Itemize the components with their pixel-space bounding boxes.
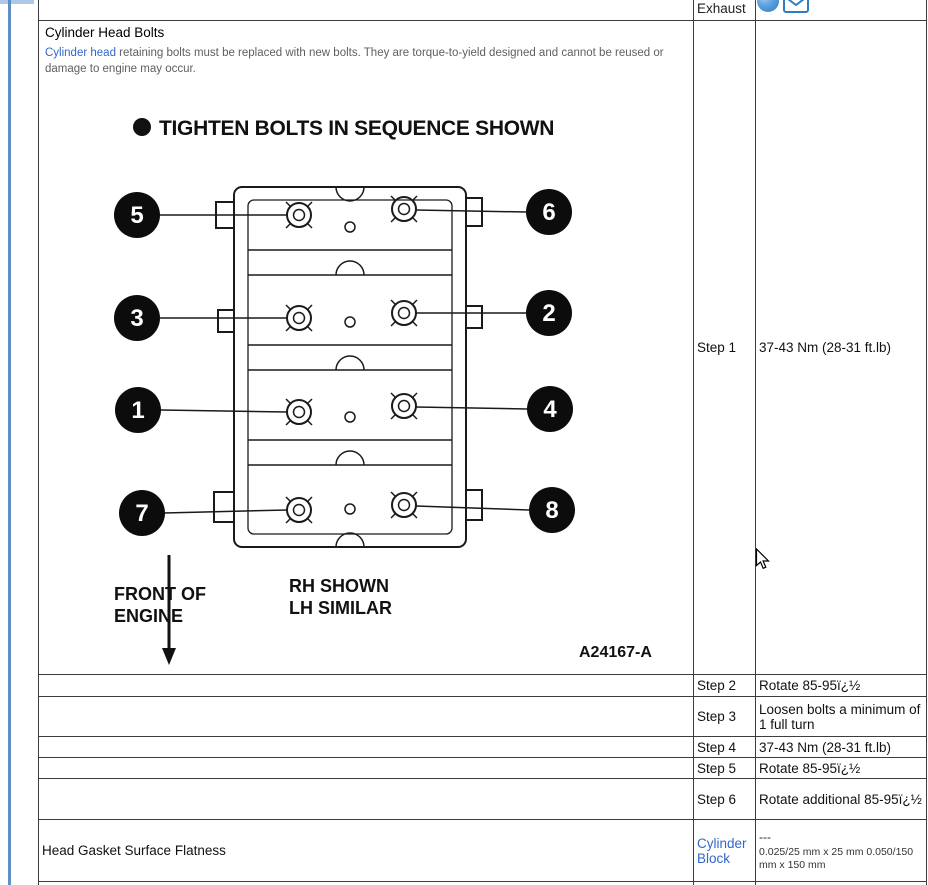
diagram-heading: TIGHTEN BOLTS IN SEQUENCE SHOWN [159,117,555,140]
step-label: Step 6 [697,791,737,807]
step-label: Step 3 [697,709,737,724]
flatness-label-cell [39,820,694,882]
bolt-sequence-number: 8 [545,497,559,524]
empty-cell [39,675,694,697]
step-value: 37-43 Nm (28-31 ft.lb) [759,739,892,755]
mouse-cursor [755,548,771,570]
front-of-engine-label: FRONT OF [114,584,206,604]
empty-cell [39,882,694,885]
front-of-engine-label: ENGINE [114,606,184,626]
chrome-top-strip [0,0,34,4]
table-row [39,675,927,697]
figure-number: A24167-A [579,644,652,661]
bolt-sequence-number: 2 [542,300,556,327]
step-label-cell [694,697,756,737]
empty-cell [756,0,927,21]
flatness-dashes: --- [759,830,771,844]
step-value: Rotate 85-95ï¿½ [759,760,861,776]
step-value-cell [756,758,927,779]
empty-cell [39,0,694,21]
flatness-label: Head Gasket Surface Flatness [42,843,226,858]
bolt-sequence-number: 6 [542,199,556,226]
cylinder-head-bolts-cell [39,21,694,675]
flatness-spec: 0.025/25 mm x 25 mm 0.050/150 mm x 150 mm [759,846,914,871]
step-value: Rotate 85-95ï¿½ [759,678,861,693]
rh-lh-label [289,576,392,618]
section-title: Cylinder Head Bolts [45,25,165,40]
step-label: Step 2 [697,678,737,693]
step-label-cell [694,737,756,758]
step-label: Step 4 [697,739,737,755]
step-label-cell [694,758,756,779]
cylinder-head-link[interactable]: Cylinder head [45,47,116,59]
step-value-cell [756,697,927,737]
table-row [39,697,927,737]
step-label-cell [694,675,756,697]
cylinder-head-outline [214,187,482,547]
lh-similar-label: LH SIMILAR [289,598,392,618]
table-row [39,820,927,882]
pane-divider [8,0,11,885]
bolt-sequence-number: 7 [135,500,149,527]
cylinder-block-cell [694,820,756,882]
bolt-sequence-number: 5 [130,202,144,229]
table-row [39,779,927,820]
empty-cell [694,882,756,885]
note-text: retaining bolts must be replaced with new bolts. They are torque-to-yield designed and cannot be reused or damage to engine may occur. [45,47,664,75]
step-label: Step 1 [697,340,737,355]
empty-cell [39,697,694,737]
step-value-cell [756,21,927,675]
step-label-cell [694,21,756,675]
table-row [39,758,927,779]
cylinder-block-link[interactable]: Cylinder Block [697,835,747,866]
step-value: 37-43 Nm (28-31 ft.lb) [759,340,892,355]
table-row [39,21,927,675]
step-value: Loosen bolts a minimum of 1 full turn [759,701,921,732]
step-label-cell [694,779,756,820]
empty-cell [39,737,694,758]
bullet-icon [133,118,151,136]
bolt-sequence-diagram [42,22,694,673]
front-of-engine-marker [114,555,206,665]
step-value-cell [756,779,927,820]
bolt-sequence-number: 3 [130,305,144,332]
step-label: Step 5 [697,760,737,776]
empty-cell [39,758,694,779]
bolt-sequence-number: 1 [131,397,145,424]
table-row [39,737,927,758]
bolt-sequence-number: 4 [543,396,557,423]
table-row [39,882,927,885]
flatness-value-cell [756,820,927,882]
step-value: Rotate additional 85-95ï¿½ [759,791,922,807]
step-value-cell [756,737,927,758]
empty-cell [756,882,927,885]
exhaust-cell [694,0,756,21]
step-value-cell [756,675,927,697]
empty-cell [39,779,694,820]
torque-spec-table [38,0,927,885]
mail-icon[interactable] [783,0,809,14]
main-content [42,22,694,673]
exhaust-label: Exhaust [697,1,746,16]
rh-shown-label: RH SHOWN [289,576,389,596]
